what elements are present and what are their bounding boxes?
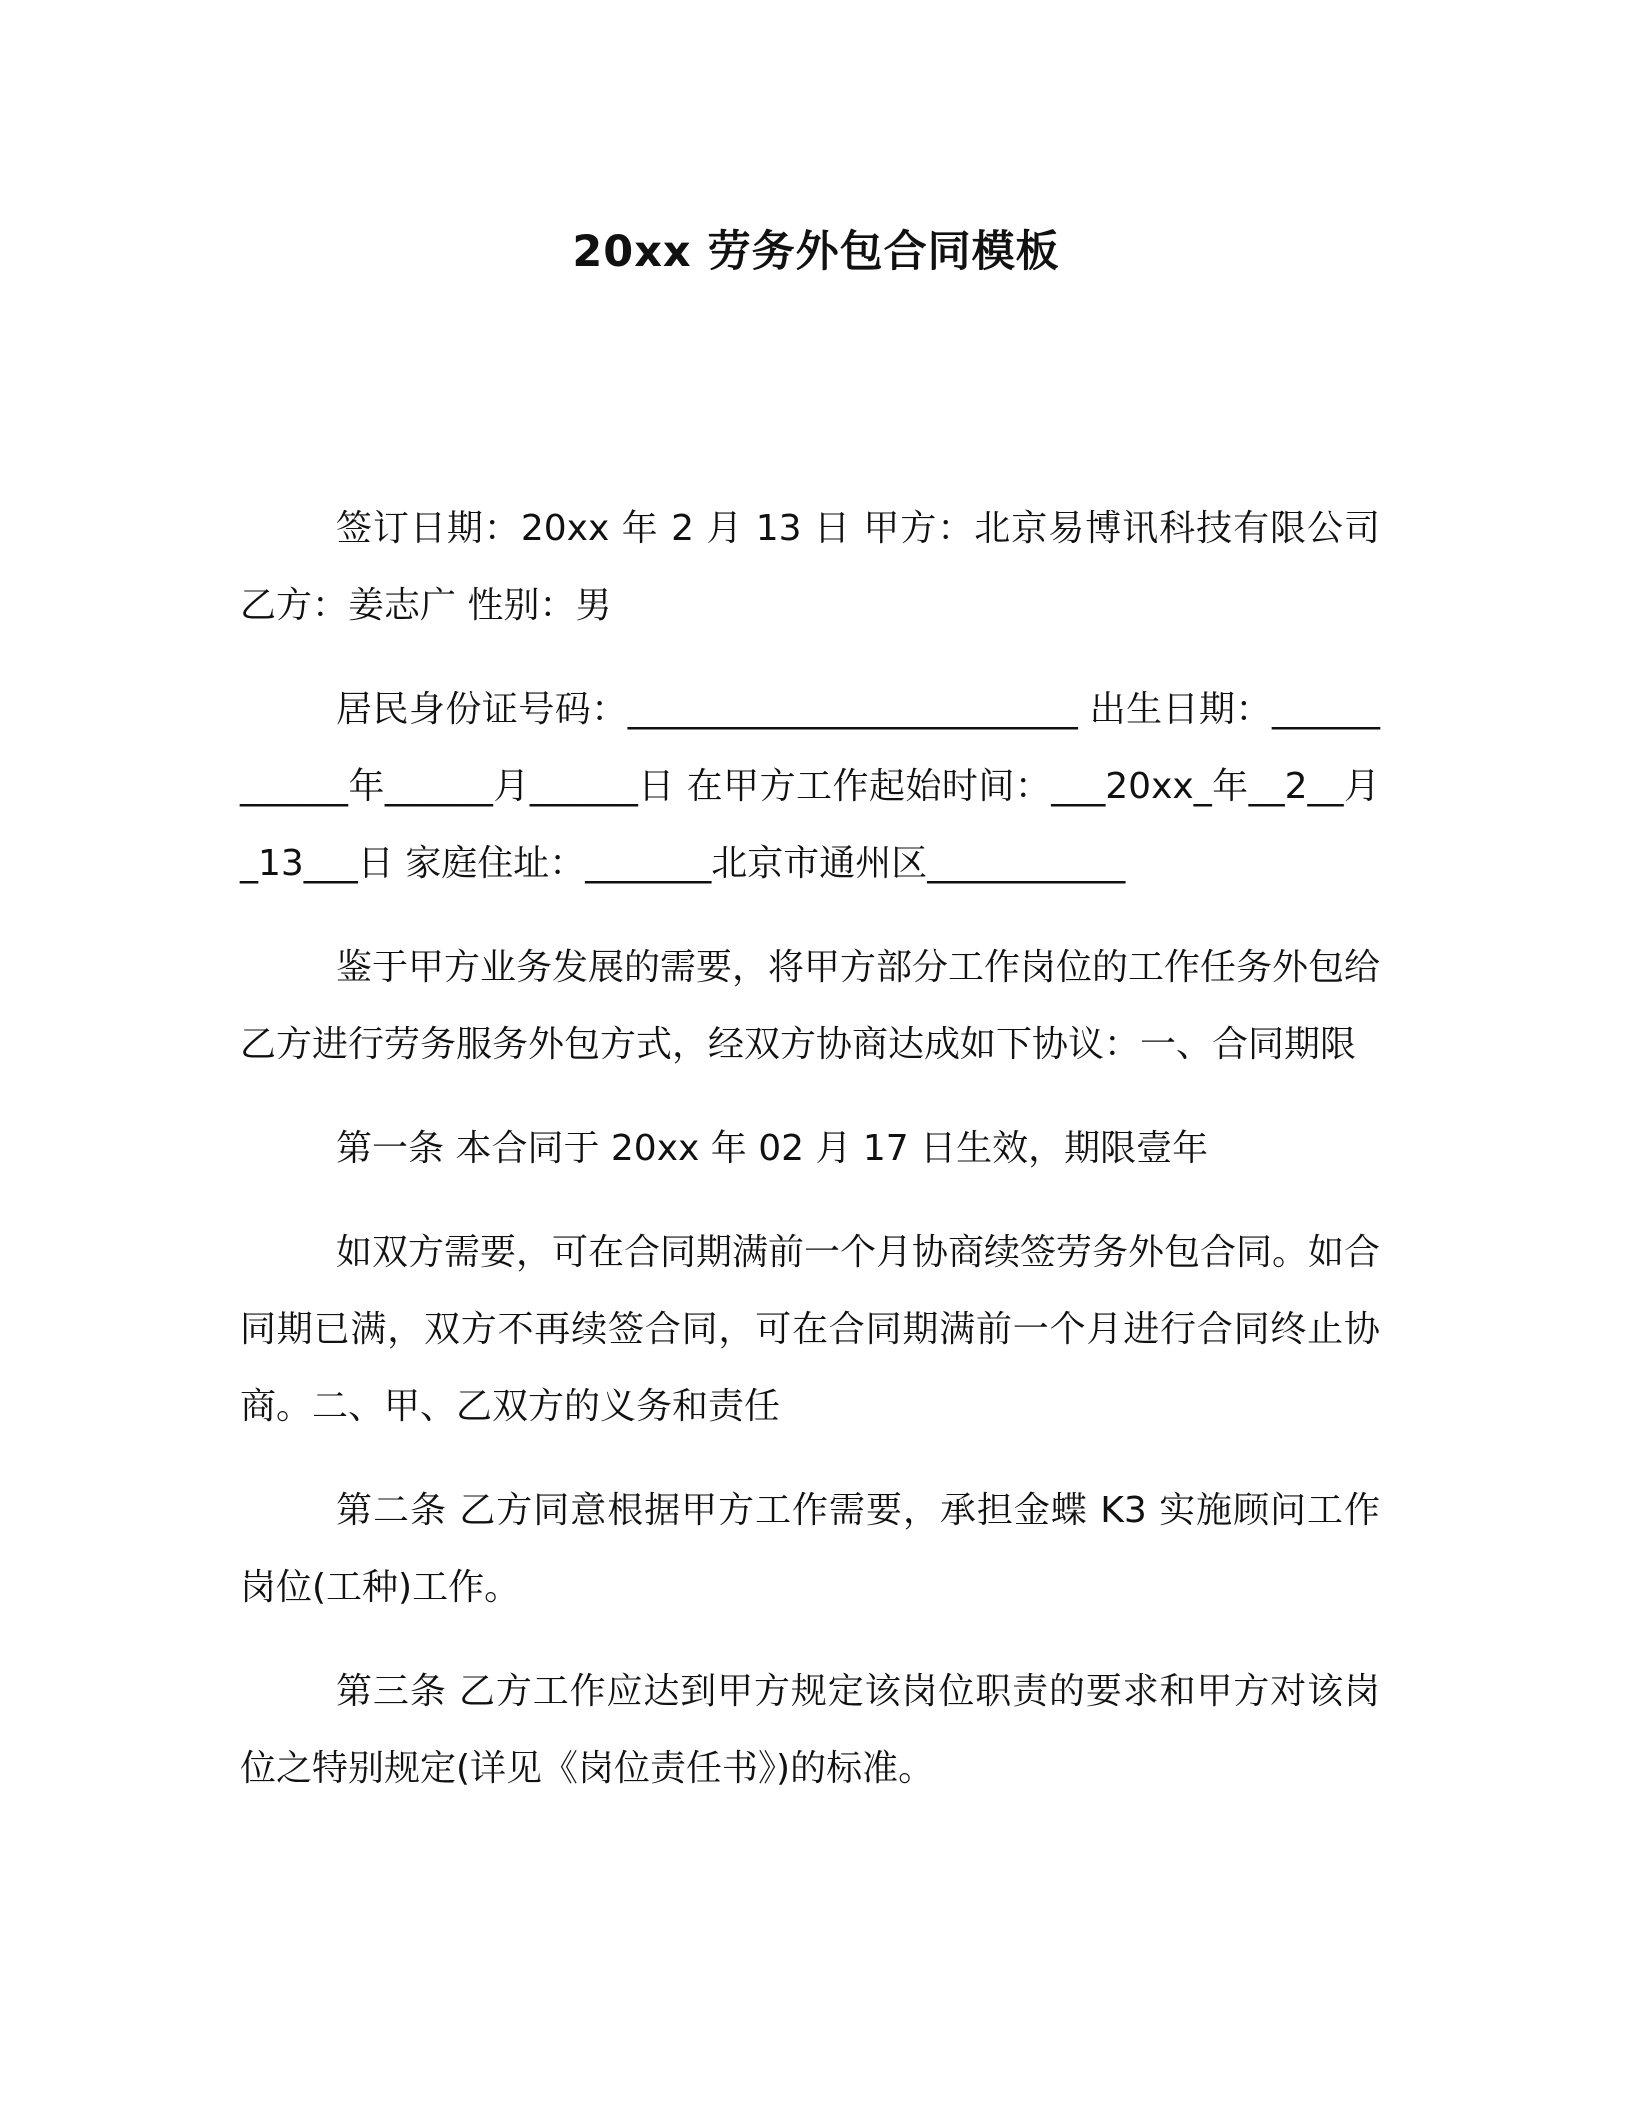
paragraph-renewal: 如双方需要，可在合同期满前一个月协商续签劳务外包合同。如合同期已满，双方不再续签合同，可在合同期满前一个月进行合同终止协商。二、甲、乙双方的义务和责任 xyxy=(240,1232,1381,1427)
paragraph-article-1: 第一条 本合同于 20xx 年 02 月 17 日生效，期限壹年 xyxy=(336,1128,1209,1169)
paragraph-article-3: 第三条 乙方工作应达到甲方规定该岗位职责的要求和甲方对该岗位之特别规定(详见《岗位责任书》)的标准。 xyxy=(240,1671,1380,1789)
paragraph-article-2: 第二条 乙方同意根据甲方工作需要，承担金蝶 K3 实施顾问工作岗位(工种)工作。 xyxy=(240,1490,1380,1608)
document-body xyxy=(240,490,1380,1834)
paragraph-personal-info: 居民身份证号码：_________________________ 出生日期：____________年______月______日 在甲方工作起始时间：___20xx_年__2__月_13___日 家庭住址：_______北京市通州区___________ xyxy=(240,689,1380,884)
document-title: 20xx 劳务外包合同模板 xyxy=(572,227,1060,277)
paragraph-preamble: 鉴于甲方业务发展的需要，将甲方部分工作岗位的工作任务外包给乙方进行劳务服务外包方式，经双方协商达成如下协议：一、合同期限 xyxy=(240,947,1381,1065)
paragraph-signing-info: 签订日期：20xx 年 2 月 13 日 甲方：北京易博讯科技有限公司 乙方：姜志广 性别：男 xyxy=(240,508,1380,626)
